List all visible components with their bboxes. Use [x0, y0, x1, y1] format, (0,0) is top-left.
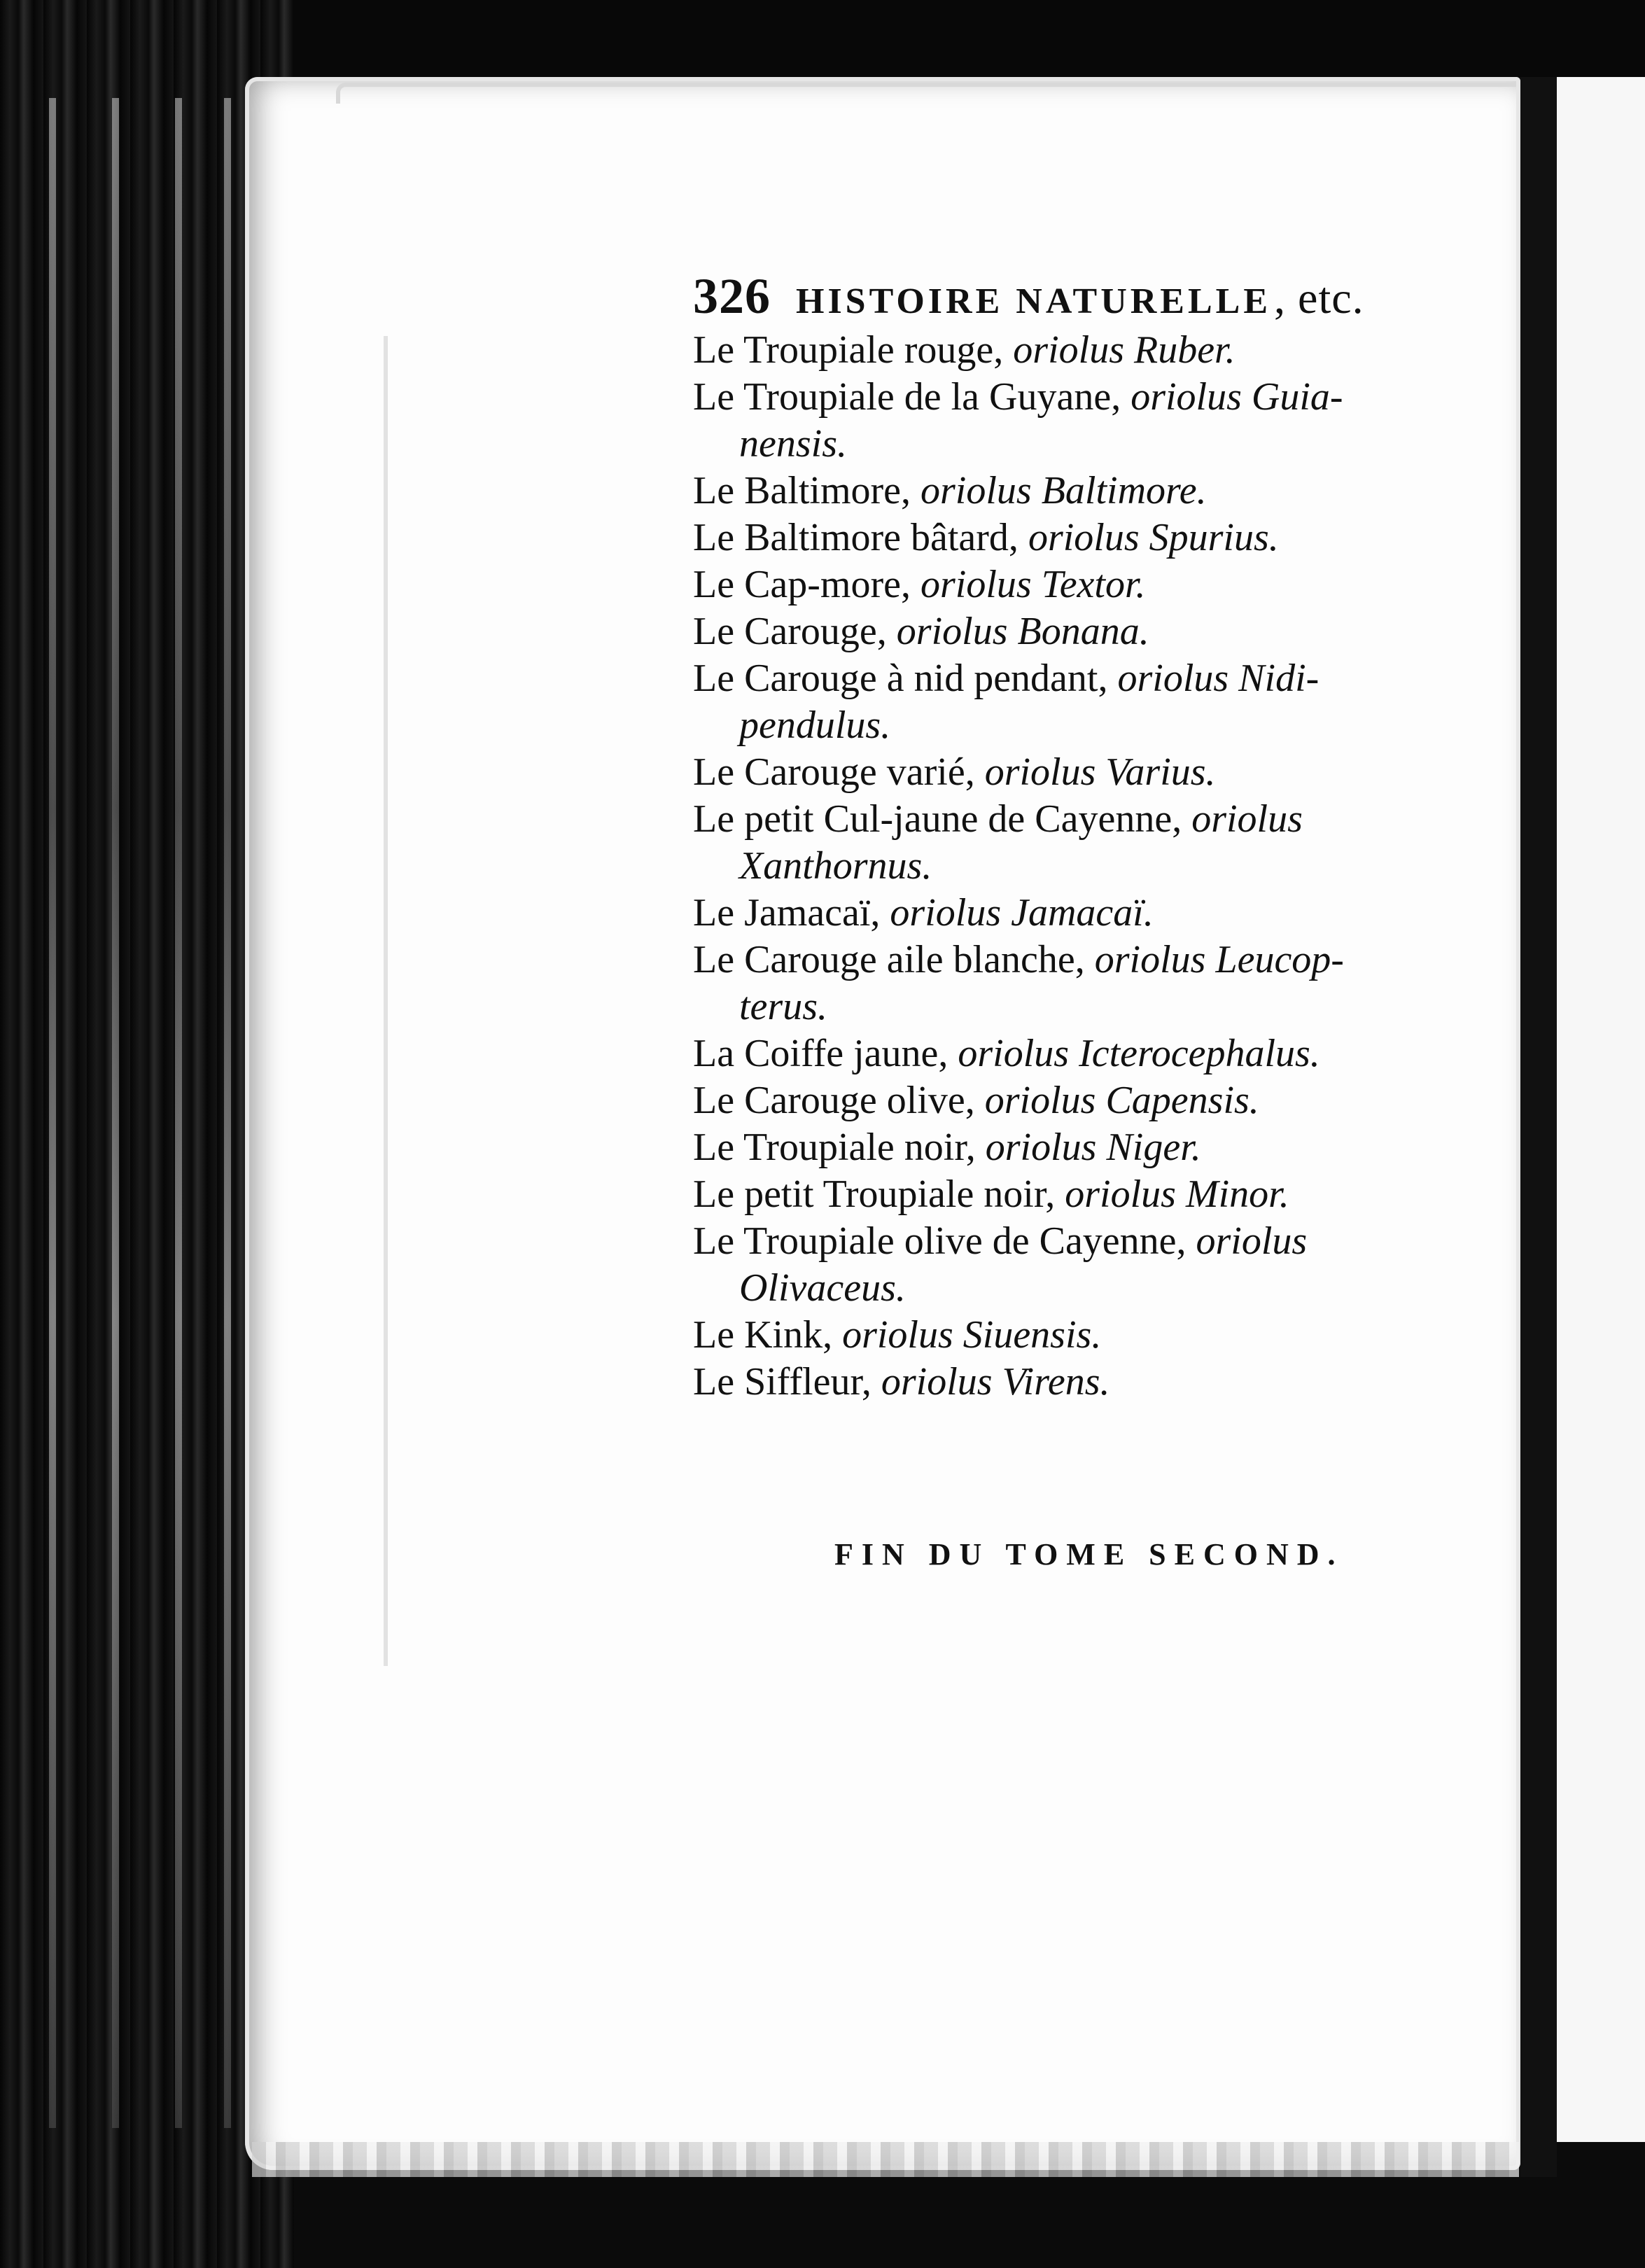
- latin-name-continuation: nensis.: [739, 422, 847, 465]
- list-item: [693, 374, 1498, 468]
- list-item: [693, 1312, 1498, 1359]
- list-item: [693, 937, 1498, 1030]
- latin-name: oriolus Jamacaï.: [890, 891, 1154, 934]
- latin-name: oriolus Varius.: [984, 750, 1216, 794]
- latin-name: oriolus Icterocephalus.: [958, 1032, 1320, 1075]
- latin-name: oriolus Virens.: [881, 1360, 1110, 1404]
- latin-name: oriolus Niger.: [985, 1126, 1201, 1169]
- species-list: [693, 327, 1498, 1406]
- latin-name-continuation: Xanthornus.: [739, 844, 932, 888]
- edge-streak: [175, 98, 182, 2128]
- list-item: [693, 327, 1498, 374]
- edge-streak: [224, 98, 231, 2128]
- latin-name: oriolus Textor.: [920, 563, 1146, 606]
- latin-name-continuation: pendulus.: [739, 704, 891, 747]
- french-name: Le Cap-more,: [693, 563, 920, 606]
- french-name: Le Carouge aile blanche,: [693, 938, 1095, 981]
- list-item: [693, 608, 1498, 655]
- french-name: Le Jamacaï,: [693, 891, 890, 934]
- list-item: [693, 561, 1498, 608]
- gutter-binding: [1520, 77, 1557, 2177]
- list-item: [693, 1359, 1498, 1406]
- latin-name: oriolus Bonana.: [896, 610, 1149, 653]
- french-name: Le Carouge,: [693, 610, 897, 653]
- edge-streak: [112, 98, 119, 2128]
- latin-name: oriolus Guia-: [1130, 375, 1343, 419]
- running-title: HISTOIRE NATURELLE: [796, 281, 1272, 321]
- latin-name-continuation: terus.: [739, 985, 827, 1028]
- french-name: Le Troupiale rouge,: [693, 328, 1014, 372]
- list-item: [693, 655, 1498, 749]
- french-name: Le Troupiale de la Guyane,: [693, 375, 1131, 419]
- latin-name: oriolus Baltimore.: [920, 469, 1207, 512]
- french-name: Le Carouge varié,: [693, 750, 985, 794]
- latin-name: oriolus Ruber.: [1013, 328, 1236, 372]
- french-name: Le Troupiale olive de Cayenne,: [693, 1219, 1196, 1263]
- list-item: [693, 749, 1498, 796]
- page-number: 326: [693, 268, 771, 324]
- latin-name: oriolus: [1191, 797, 1303, 841]
- running-suffix: , etc.: [1274, 273, 1364, 323]
- latin-name: oriolus Nidi-: [1117, 657, 1320, 700]
- end-of-volume-note: FIN DU TOME SECOND.: [834, 1537, 1344, 1572]
- latin-name: oriolus: [1196, 1219, 1308, 1263]
- list-item: [693, 1030, 1498, 1077]
- list-item: [693, 1218, 1498, 1312]
- french-name: Le Kink,: [693, 1313, 843, 1357]
- list-item: [693, 514, 1498, 561]
- french-name: Le Siffleur,: [693, 1360, 881, 1404]
- edge-streak: [49, 98, 56, 2128]
- list-item: [693, 890, 1498, 937]
- page-edge-bottom: [252, 2142, 1519, 2177]
- list-item: [693, 796, 1498, 890]
- latin-name: oriolus Minor.: [1065, 1172, 1289, 1216]
- running-head: [693, 270, 1498, 323]
- french-name: La Coiffe jaune,: [693, 1032, 958, 1075]
- french-name: Le petit Cul-jaune de Cayenne,: [693, 797, 1192, 841]
- page-edge-top: [336, 83, 1516, 104]
- latin-name: oriolus Capensis.: [984, 1079, 1259, 1122]
- latin-name-continuation: Olivaceus.: [739, 1266, 906, 1310]
- latin-name: oriolus Leucop-: [1094, 938, 1344, 981]
- french-name: Le Baltimore bâtard,: [693, 516, 1028, 559]
- list-item: [693, 1124, 1498, 1171]
- list-item: [693, 1077, 1498, 1124]
- french-name: Le Carouge à nid pendant,: [693, 657, 1118, 700]
- latin-name: oriolus Siuensis.: [842, 1313, 1102, 1357]
- french-name: Le Carouge olive,: [693, 1079, 985, 1122]
- page-text: [693, 270, 1498, 1406]
- latin-name: oriolus Spurius.: [1028, 516, 1279, 559]
- french-name: Le petit Troupiale noir,: [693, 1172, 1065, 1216]
- list-item: [693, 468, 1498, 514]
- list-item: [693, 1171, 1498, 1218]
- french-name: Le Baltimore,: [693, 469, 921, 512]
- adjacent-page-edge: [1557, 77, 1645, 2142]
- french-name: Le Troupiale noir,: [693, 1126, 986, 1169]
- bleed-through-line: [384, 336, 388, 1666]
